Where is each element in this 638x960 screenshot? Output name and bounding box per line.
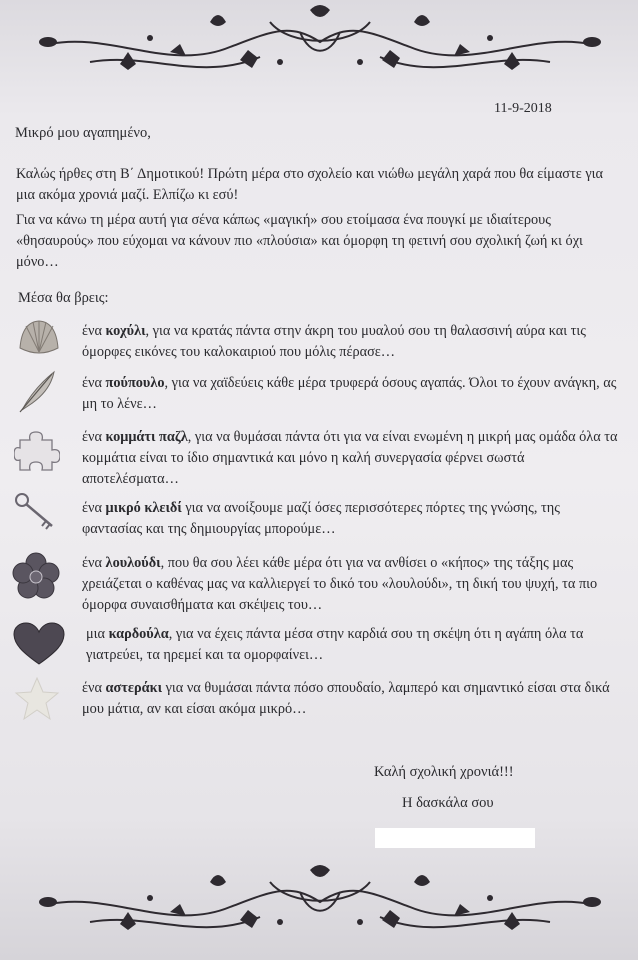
list-item-feather — [82, 373, 622, 415]
item-description: , για να κρατάς πάντα στην άκρη του μυαλού σου τη θαλασσινή αύρα και τις όμορφες εικόνες του καλοκαιριού που μόλις πέρασε… — [82, 323, 586, 360]
item-name: πούπουλο — [105, 375, 165, 391]
item-description: , για να χαϊδεύεις κάθε μέρα τρυφερά όσους αγαπάς. Όλοι το έχουν ανάγκη, ας μη το λένε… — [82, 375, 617, 412]
floral-ornament-top — [30, 2, 610, 84]
item-prefix: ένα — [82, 680, 106, 696]
feather-icon — [16, 368, 58, 414]
heart-icon — [12, 622, 66, 666]
list-item-heart — [86, 624, 626, 666]
list-item-shell — [82, 321, 622, 363]
item-description: για να ανοίξουμε μαζί όσες περισσότερες πόρτες της γνώσης, της φαντασίας και της δημιουργίας μπορούμε… — [82, 500, 560, 537]
item-name: κοχύλι — [105, 323, 146, 339]
list-item-flower — [82, 553, 622, 616]
redacted-name — [375, 828, 535, 848]
item-description: για να θυμάσαι πάντα πόσο σπουδαίο, λαμπερό και σημαντικό είσαι στα δικά μου μάτια, αν και είσαι ακόμα μικρό… — [82, 680, 610, 717]
key-icon — [14, 492, 58, 532]
item-prefix: μια — [86, 626, 109, 642]
items-intro: Μέσα θα βρεις: — [18, 290, 109, 306]
item-prefix: ένα — [82, 375, 106, 391]
item-name: αστεράκι — [105, 680, 163, 696]
flower-icon — [12, 552, 60, 600]
list-item-puzzle — [82, 427, 622, 490]
item-prefix: ένα — [82, 500, 106, 516]
salutation: Μικρό μου αγαπημένο, — [15, 125, 151, 141]
signature-line: Η δασκάλα σου — [402, 795, 494, 811]
list-item-key — [82, 498, 622, 540]
item-name: μικρό κλειδί — [105, 500, 182, 516]
letter-date: 11-9-2018 — [494, 101, 552, 116]
floral-ornament-bottom — [30, 862, 610, 944]
list-item-star — [82, 678, 622, 720]
item-prefix: ένα — [82, 429, 106, 445]
closing-greeting: Καλή σχολική χρονιά!!! — [374, 764, 514, 780]
item-prefix: ένα — [82, 555, 106, 571]
item-description: , για να θυμάσαι πάντα ότι για να είναι ενωμένη η μικρή μας ομάδα όλα τα κομμάτια είναι το ίδιο σημαντικά και μόνο η καλή συνεργασία φέρνει σωστά αποτελέσματα… — [82, 429, 618, 487]
welcome-paragraph: Καλώς ήρθες στη Β΄ Δημοτικού! Πρώτη μέρα στο σχολείο και νιώθω μεγάλη χαρά που θα είμαστε για μια ακόμα χρονιά μαζί. Ελπίζω κι εσύ! — [16, 166, 603, 203]
item-name: λουλούδι — [105, 555, 161, 571]
item-description: , που θα σου λέει κάθε μέρα ότι για να ανθίσει ο «κήπος» της τάξης μας χρειάζεται ο καθένας μας να καλλιεργεί το δικό του «λουλούδι», τη δική του ψυχή, τα πιο όμορφα συναισθήματα και σκέψεις του… — [82, 555, 598, 613]
item-name: καρδούλα — [108, 626, 169, 642]
puzzle-piece-icon — [14, 428, 60, 474]
item-description: , για να έχεις πάντα μέσα στην καρδιά σου τη σκέψη ότι η αγάπη όλα τα γιατρεύει, τα ηρεμεί και τα ομορφαίνει… — [86, 626, 584, 663]
star-icon — [14, 676, 60, 722]
gift-intro-paragraph: Για να κάνω τη μέρα αυτή για σένα κάπως «μαγική» σου ετοίμασα ένα πουγκί με ιδιαίτερους «θησαυρούς» που εύχομαι να κάνουν πιο «πλούσια» και όμορφη τη φετινή σου σχολική ζωή κι όχι μόνο… — [16, 212, 583, 270]
shell-icon — [16, 318, 62, 358]
item-prefix: ένα — [82, 323, 106, 339]
item-name: κομμάτι παζλ — [105, 429, 188, 445]
